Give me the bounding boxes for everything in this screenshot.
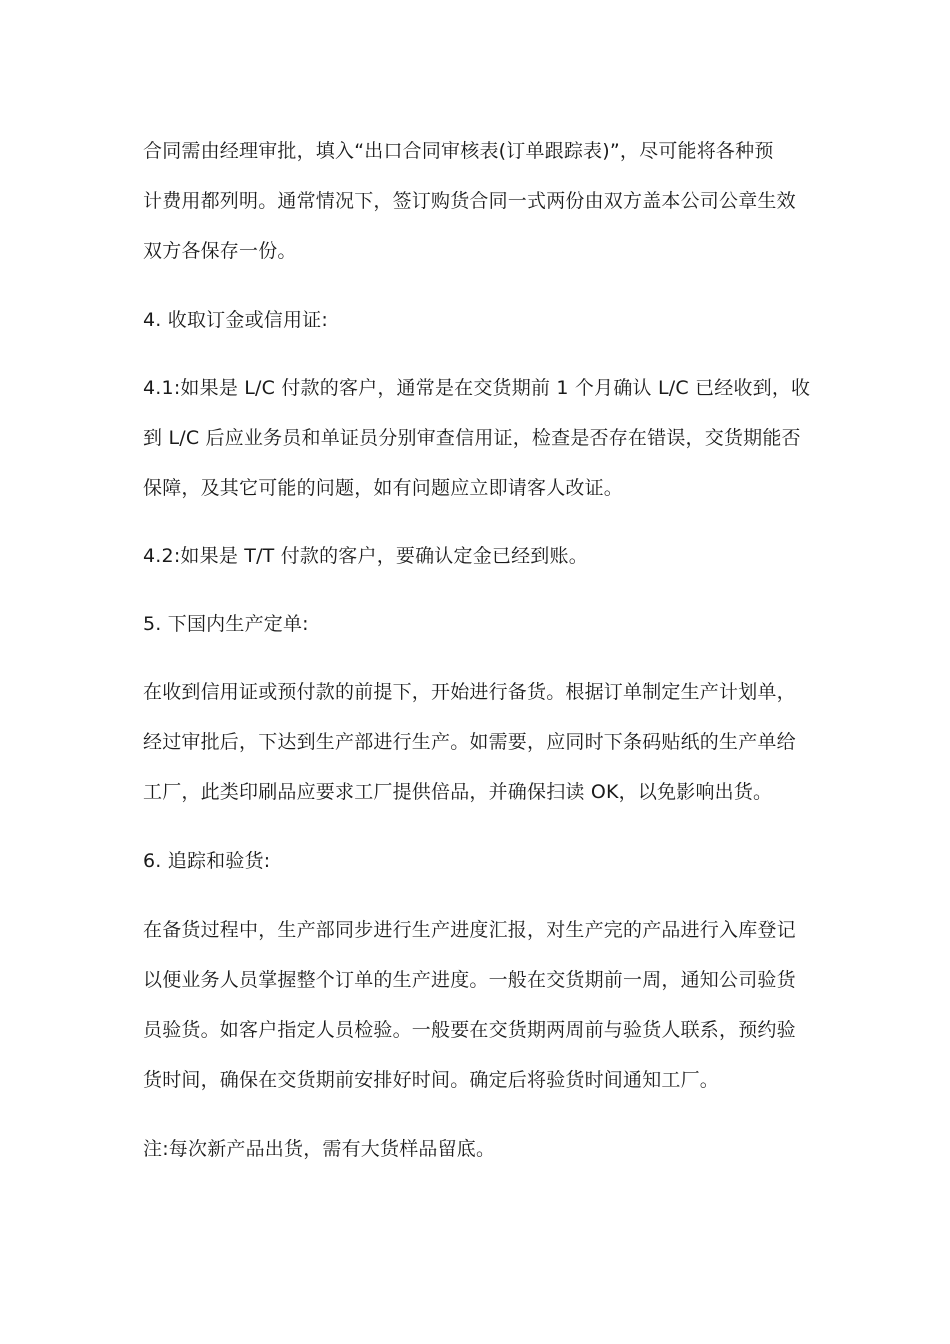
text-line: 以便业务人员掌握整个订单的生产进度。一般在交货期前一周，通知公司验货: [143, 969, 796, 991]
text-line: 双方各保存一份。: [143, 240, 297, 262]
heading-section-6: [143, 836, 811, 886]
section-heading: 4. 收取订金或信用证:: [143, 309, 328, 331]
text-line: 员验货。如客户指定人员检验。一般要在交货期两周前与验货人联系，预约验: [143, 1019, 796, 1041]
paragraph-4-2: [143, 531, 811, 581]
text-line: 到 L/C 后应业务员和单证员分别审查信用证，检查是否存在错误，交货期能否: [143, 427, 801, 449]
paragraph-4-1: [143, 363, 811, 513]
section-heading: 5. 下国内生产定单:: [143, 613, 309, 635]
text-line: 在备货过程中，生产部同步进行生产进度汇报，对生产完的产品进行入库登记: [143, 919, 796, 941]
text-line: 货时间，确保在交货期前安排好时间。确定后将验货时间通知工厂。: [143, 1069, 720, 1091]
text-line: 合同需由经理审批，填入“出口合同审核表(订单跟踪表)”，尽可能将各种预: [143, 140, 774, 162]
note-line: 注:每次新产品出货，需有大货样品留底。: [143, 1138, 496, 1160]
paragraph-production-order: [143, 667, 811, 817]
text-line: 4.2:如果是 T/T 付款的客户，要确认定金已经到账。: [143, 545, 588, 567]
text-line: 工厂，此类印刷品应要求工厂提供倍品，并确保扫读 OK，以免影响出货。: [143, 781, 773, 803]
text-line: 4.1:如果是 L/C 付款的客户，通常是在交货期前 1 个月确认 L/C 已经收到，收: [143, 377, 811, 399]
text-line: 保障，及其它可能的问题，如有问题应立即请客人改证。: [143, 477, 624, 499]
heading-section-5: [143, 599, 811, 649]
paragraph-contract-approval: [143, 126, 811, 276]
paragraph-tracking-inspection: [143, 905, 811, 1105]
text-line: 在收到信用证或预付款的前提下，开始进行备货。根据订单制定生产计划单，: [143, 681, 796, 703]
paragraph-note: [143, 1124, 811, 1174]
heading-section-4: [143, 295, 811, 345]
text-line: 计费用都列明。通常情况下，签订购货合同一式两份由双方盖本公司公章生效: [143, 190, 796, 212]
section-heading: 6. 追踪和验货:: [143, 850, 271, 872]
text-line: 经过审批后，下达到生产部进行生产。如需要，应同时下条码贴纸的生产单给: [143, 731, 796, 753]
